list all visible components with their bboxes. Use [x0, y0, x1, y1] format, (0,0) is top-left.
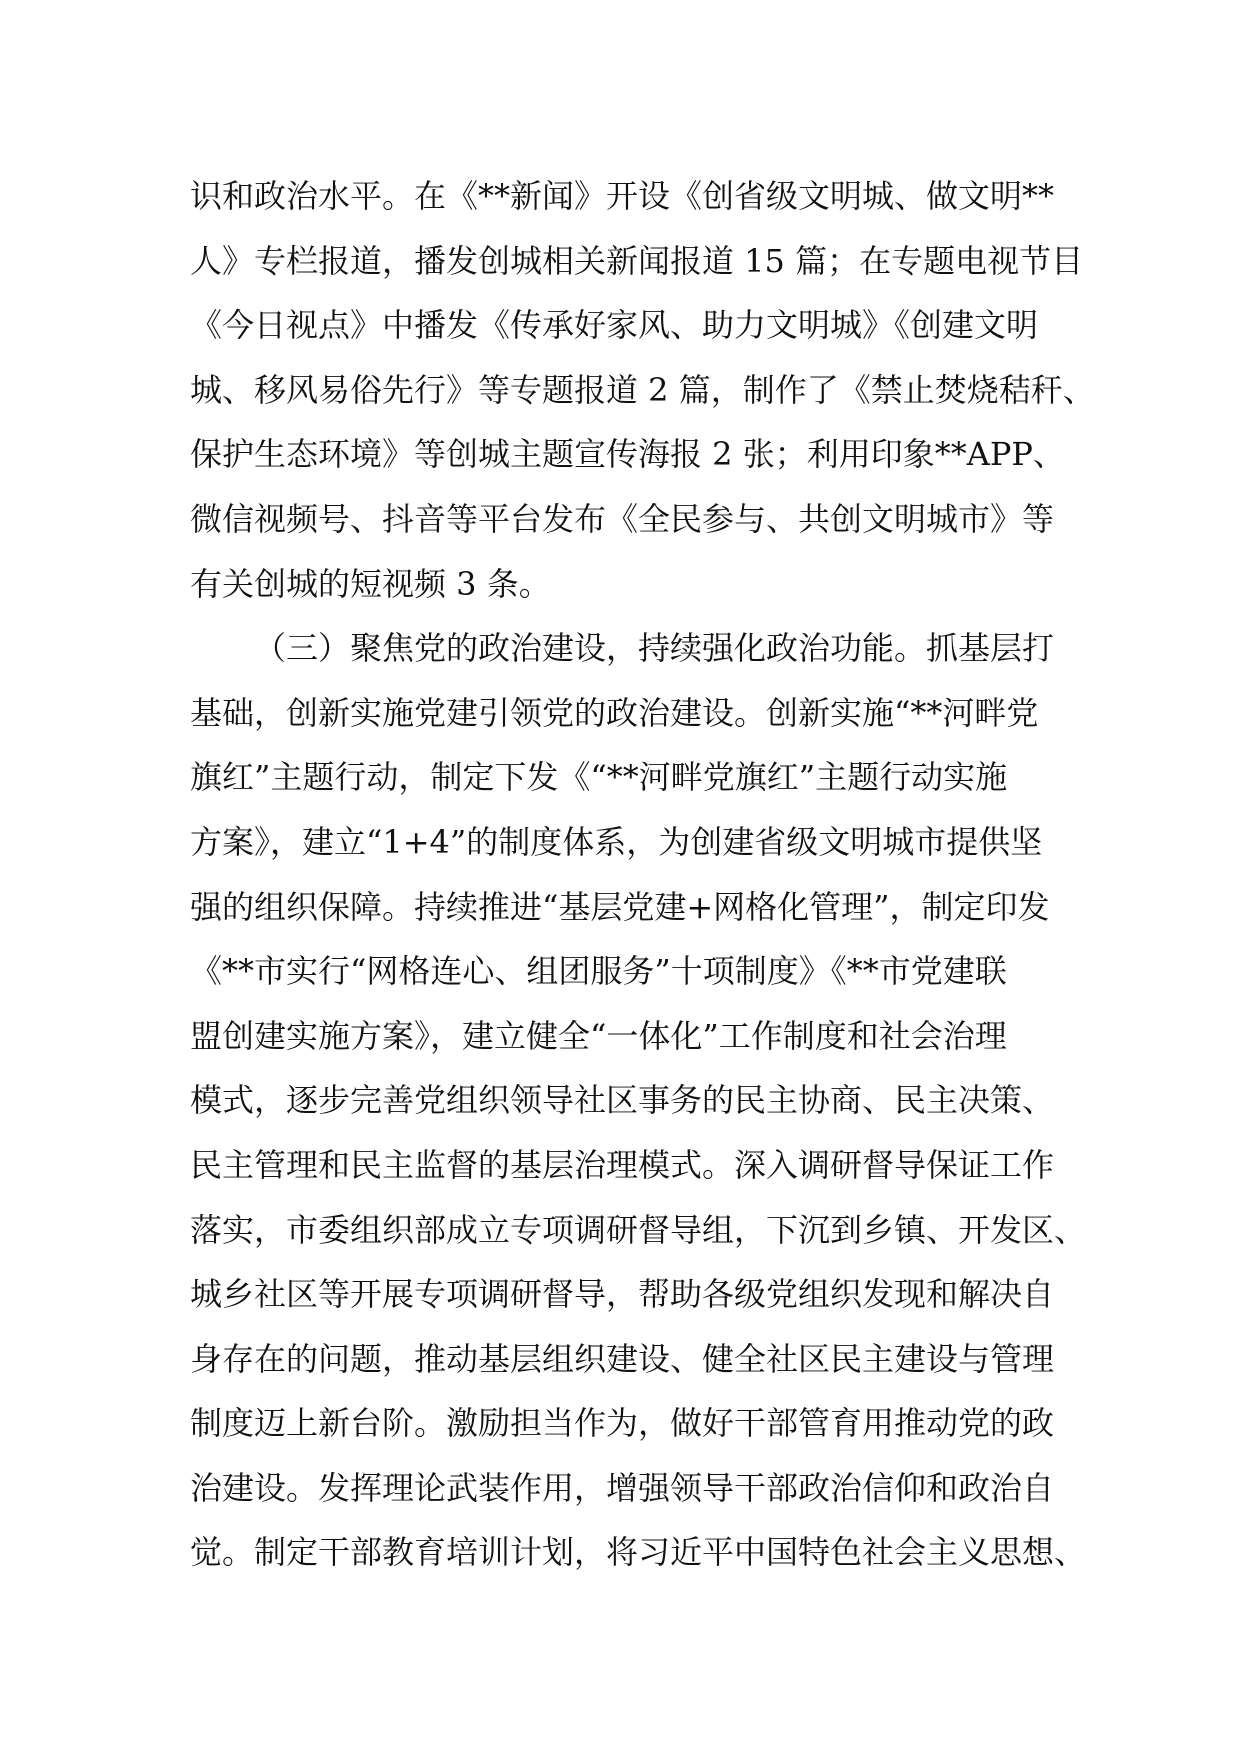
section-heading-line: （三）聚焦党的政治建设，持续强化政治功能。抓基层打 [254, 629, 1055, 668]
body-text [190, 164, 1095, 1585]
text-line: 身存在的问题，推动基层组织建设、健全社区民主建设与管理 [190, 1339, 1055, 1378]
text-line: 治建设。发挥理论武装作用，增强领导干部政治信仰和政治自 [190, 1468, 1055, 1507]
text-line: 有关创城的短视频 3 条。 [190, 564, 551, 603]
text-line: 微信视频号、抖音等平台发布《全民参与、共创文明城市》等 [190, 499, 1055, 538]
text-line: 制度迈上新台阶。激励担当作为，做好干部管育用推动党的政 [190, 1404, 1055, 1443]
text-line: 模式，逐步完善党组织领导社区事务的民主协商、民主决策、 [190, 1081, 1055, 1120]
text-line: 城乡社区等开展专项调研督导，帮助各级党组织发现和解决自 [190, 1275, 1055, 1314]
text-line: 觉。制定干部教育培训计划，将习近平中国特色社会主义思想、 [190, 1533, 1087, 1572]
text-line: 落实，市委组织部成立专项调研督导组，下沉到乡镇、开发区、 [190, 1210, 1087, 1249]
text-line: 识和政治水平。在《**新闻》开设《创省级文明城、做文明** [190, 177, 1055, 215]
text-line: 强的组织保障。持续推进“基层党建+网格化管理”，制定印发 [190, 887, 1050, 926]
text-line: 基础，创新实施党建引领党的政治建设。创新实施“**河畔党 [190, 693, 1039, 732]
text-line: 方案》，建立“1+4”的制度体系，为创建省级文明城市提供坚 [190, 822, 1043, 861]
text-line: 盟创建实施方案》，建立健全“一体化”工作制度和社会治理 [190, 1016, 1007, 1055]
text-line: 民主管理和民主监督的基层治理模式。深入调研督导保证工作 [190, 1145, 1055, 1184]
text-line: 人》专栏报道，播发创城相关新闻报道 15 篇；在专题电视节目 [190, 241, 1084, 280]
text-line: 《今日视点》中播发《传承好家风、助力文明城》《创建文明 [190, 306, 1039, 345]
text-line: 《**市实行“网格连心、组团服务”十项制度》《**市党建联 [190, 952, 1007, 991]
text-line: 旗红”主题行动，制定下发《“**河畔党旗红”主题行动实施 [190, 758, 1008, 797]
text-line: 保护生态环境》等创城主题宣传海报 2 张；利用印象**APP、 [190, 435, 1065, 474]
text-line: 城、移风易俗先行》等专题报道 2 篇，制作了《禁止焚烧秸秆、 [190, 370, 1095, 409]
